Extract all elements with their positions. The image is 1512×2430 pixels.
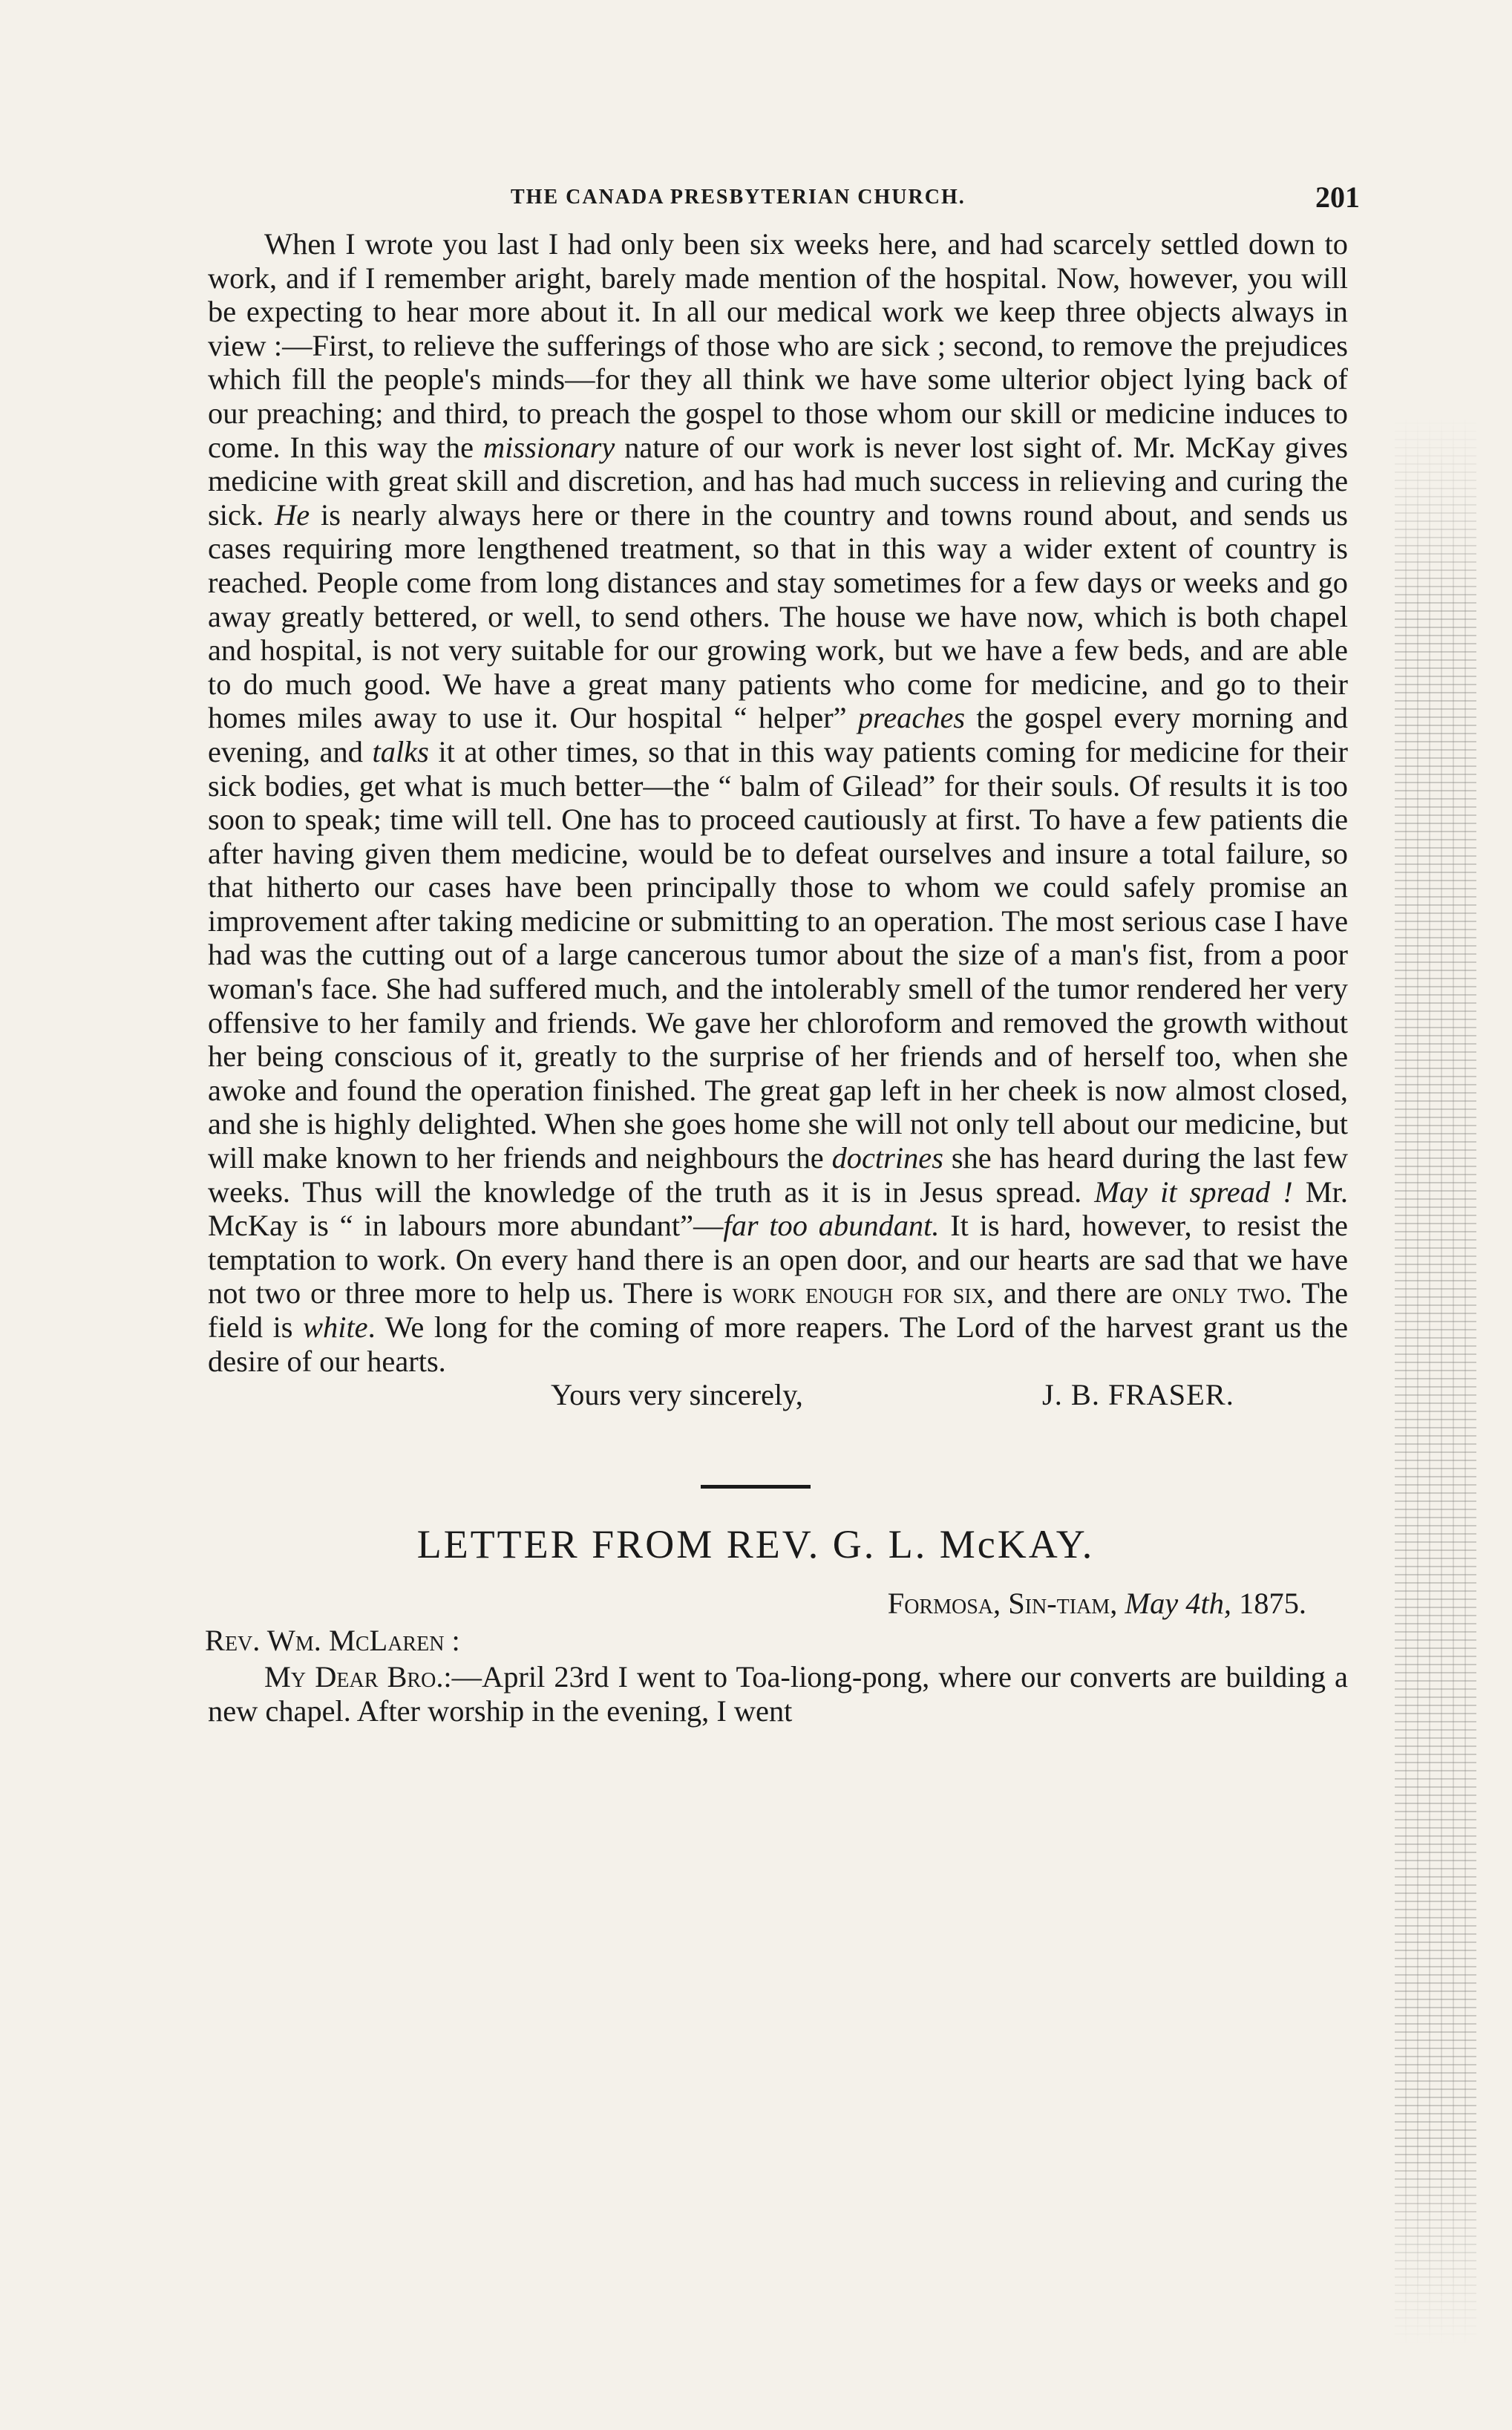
letter-fraser-paragraph: When I wrote you last I had only been six weeks here, and had scarcely settled down to work, and if I remember aright, barely made mention of the hospital. Now, however, you will be expecting to hear more about it. In all our medical work we keep three objects always in view :—First, to relieve the sufferings of those who are sick ; second, to remove the prejudices which fill the people's minds—for they all think we have some ulterior object lying back of our preaching; and third, to preach the gospel to those whom our skill or medicine induces to come. In this way the missionary nature of our work is never lost sight of. Mr. McKay gives medicine with great skill and discretion, and has had much success in relieving and curing the sick. He is nearly always here or there in the country and towns round about, and sends us cases requiring more lengthened treatment, so that in this way a wider extent of country is reached. People come from long distances and stay sometimes for a few days or weeks and go away greatly bettered, or well, to send others. The house we have now, which is both chapel and hospital, is not very suitable for our growing work, but we have a few beds, and are able to do much good. We have a great many patients who come for medicine, and go to their homes miles away to use it. Our hospital “ helper” preaches the gospel every morning and evening, and talks it at other times, so that in this way patients coming for medicine for their sick bodies, get what is much better—the “ balm of Gilead” for their souls. Of results it is too soon to speak; time will tell. One has to proceed cautiously at first. To have a few patients die after having given them medicine, would be to defeat ourselves and insure a total failure, so that hitherto our cases have been principally those to whom we could safely promise an improvement after taking medicine or submitting to an operation. The most serious case I have had was the cutting out of a large cancerous tumor about the size of a man's fist, from a poor woman's face. She had suffered much, and the intolerably smell of the tumor rendered her very offensive to her family and friends. We gave her chloroform and removed the growth without her being conscious of it, greatly to the surprise of her friends and of herself too, when she awoke and found the operation finished. The great gap left in her cheek is now almost closed, and she is highly delighted. When she goes home she will not only tell about our medicine, but will make known to her friends and neighbours the doctrines she has heard during the last few weeks. Thus will the knowledge of the truth as it is in Jesus spread. May it spread ! Mr. McKay is “ in labours more abundant”—far too abundant. It is hard, however, to resist the temptation to work. On every hand there is an open door, and our hearts are sad that we have not two or three more to help us. There is work enough for six, and there are only two. The field is white. We long for the coming of more reapers. The Lord of the harvest grant us the desire of our hearts. (208, 227, 1349, 1378)
salutation: My Dear Bro. (264, 1660, 444, 1694)
section-heading: LETTER FROM REV. G. L. McKAY. (416, 1522, 1095, 1567)
page-number: 201 (1315, 180, 1360, 214)
letter-fraser-body (208, 227, 1348, 1378)
dateline-place: Formosa, Sin-tiam, (887, 1587, 1118, 1621)
letter-mckay-body (208, 1660, 1348, 1728)
valediction: Yours very sincerely, (551, 1378, 803, 1412)
signature: J. B. FRASER. (1042, 1378, 1234, 1412)
running-head-title: THE CANADA PRESBYTERIAN CHURCH. (511, 186, 966, 209)
page (205, 175, 1360, 1728)
dateline-year: 1875. (1239, 1587, 1306, 1621)
letter-mckay-paragraph (208, 1660, 1348, 1728)
running-head (208, 175, 1360, 223)
dateline-date: May 4th, (1125, 1587, 1231, 1621)
section-divider (701, 1485, 811, 1489)
letter-mckay-opening: :—April 23rd I went to Toa-liong-pong, where our converts are building a new chapel. After worship in the evening, I went (208, 1660, 1348, 1728)
scanned-page-edge (1395, 416, 1476, 2346)
letter-fraser-closing (208, 1378, 1348, 1412)
addressee: Rev. Wm. McLaren : (205, 1623, 460, 1657)
dateline (208, 1587, 1348, 1621)
